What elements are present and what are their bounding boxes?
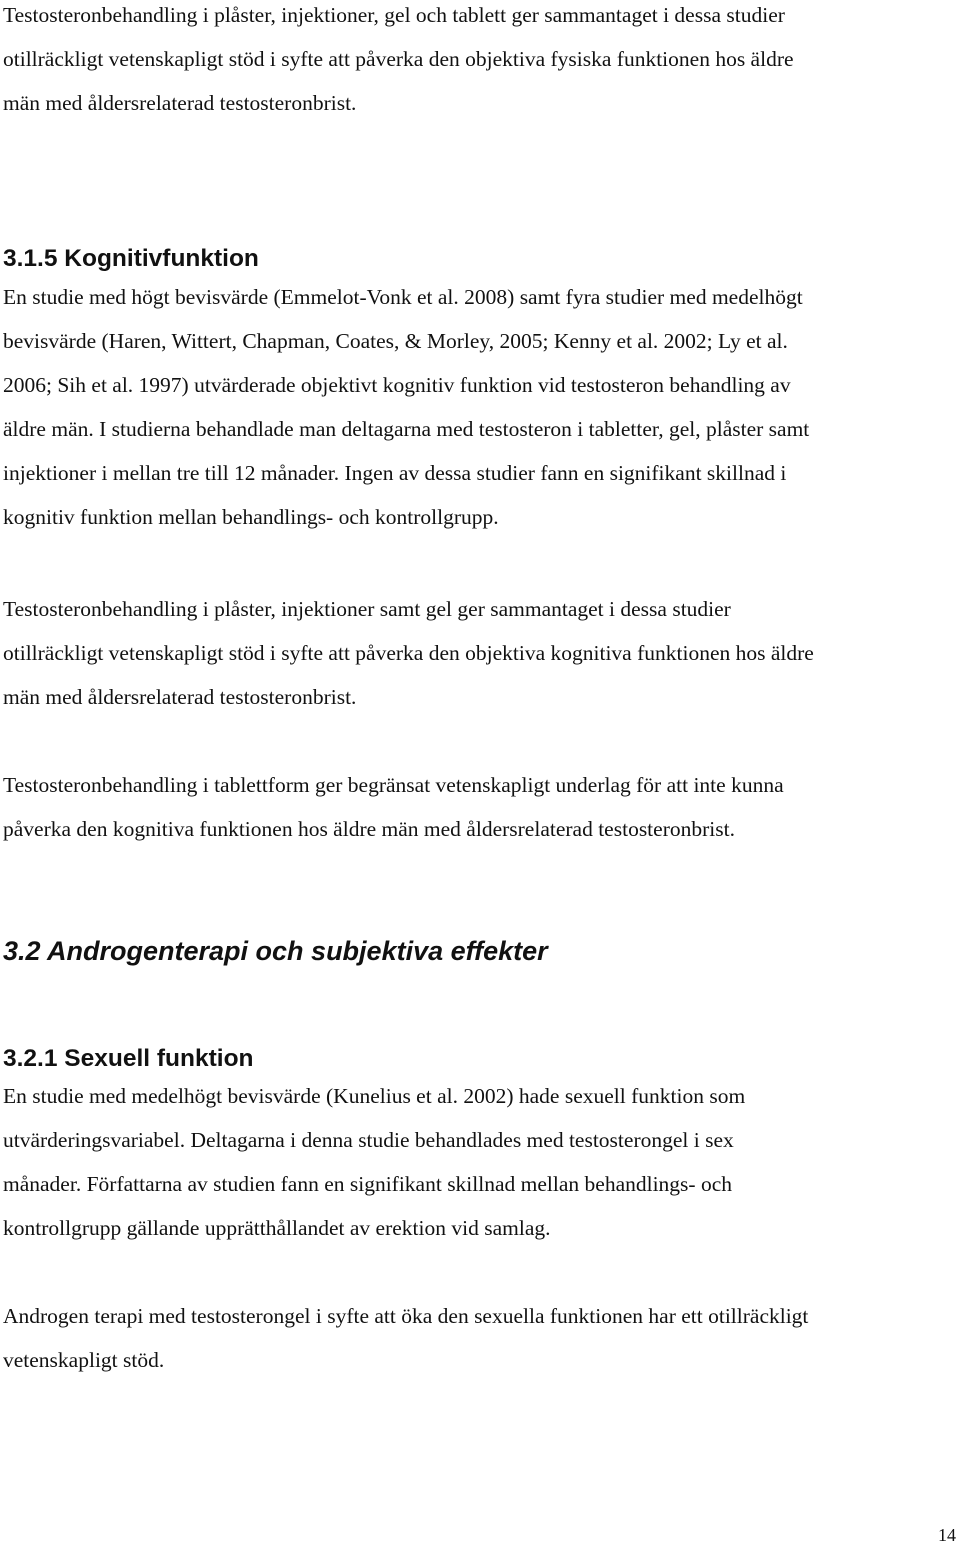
paragraph-4 [3, 763, 957, 851]
text-line: Testosteronbehandling i tablettform ger begränsat vetenskapligt underlag för att inte kunna [3, 773, 784, 797]
section-heading-3-2: 3.2 Androgenterapi och subjektiva effekter [3, 936, 548, 966]
text-line: En studie med medelhögt bevisvärde (Kunelius et al. 2002) hade sexuell funktion som [3, 1084, 746, 1108]
paragraph-1 [3, 0, 957, 125]
text-line: En studie med högt bevisvärde (Emmelot-Vonk et al. 2008) samt fyra studier med medelhögt [3, 285, 803, 309]
paragraph-3 [3, 587, 957, 719]
text-line: utvärderingsvariabel. Deltagarna i denna studie behandlades med testosterongel i sex [3, 1128, 734, 1152]
text-line: män med åldersrelaterad testosteronbrist. [3, 685, 357, 709]
text-line: Testosteronbehandling i plåster, injektioner samt gel ger sammantaget i dessa studier [3, 597, 731, 621]
text-line: månader. Författarna av studien fann en signifikant skillnad mellan behandlings- och [3, 1172, 733, 1196]
text-line: otillräckligt vetenskapligt stöd i syfte att påverka den objektiva fysiska funktionen hos äldre [3, 47, 794, 71]
text-line: bevisvärde (Haren, Wittert, Chapman, Coates, & Morley, 2005; Kenny et al. 2002; Ly et al. [3, 329, 788, 353]
section-heading-3-2-1: 3.2.1 Sexuell funktion [3, 1045, 254, 1072]
section-heading-3-1-5: 3.1.5 Kognitivfunktion [3, 245, 259, 272]
page-number: 14 [938, 1525, 956, 1545]
text-line: vetenskapligt stöd. [3, 1348, 165, 1372]
text-line: Testosteronbehandling i plåster, injektioner, gel och tablett ger sammantaget i dessa studier [3, 3, 785, 27]
paragraph-6 [3, 1294, 957, 1382]
text-line: äldre män. I studierna behandlade man deltagarna med testosteron i tabletter, gel, plåster samt [3, 417, 810, 441]
text-line: män med åldersrelaterad testosteronbrist. [3, 91, 357, 115]
text-line: injektioner i mellan tre till 12 månader. Ingen av dessa studier fann en signifikant skillnad i [3, 461, 787, 485]
text-line: Androgen terapi med testosterongel i syfte att öka den sexuella funktionen har ett otillräckligt [3, 1304, 809, 1328]
text-line: kognitiv funktion mellan behandlings- och kontrollgrupp. [3, 505, 499, 529]
paragraph-2 [3, 275, 957, 539]
text-line: 2006; Sih et al. 1997) utvärderade objektivt kognitiv funktion vid testosteron behandling av [3, 373, 791, 397]
text-line: kontrollgrupp gällande upprätthållandet av erektion vid samlag. [3, 1216, 551, 1240]
paragraph-5 [3, 1074, 957, 1250]
text-line: påverka den kognitiva funktionen hos äldre män med åldersrelaterad testosteronbrist. [3, 817, 735, 841]
text-line: otillräckligt vetenskapligt stöd i syfte att påverka den objektiva kognitiva funktionen hos äldre [3, 641, 814, 665]
